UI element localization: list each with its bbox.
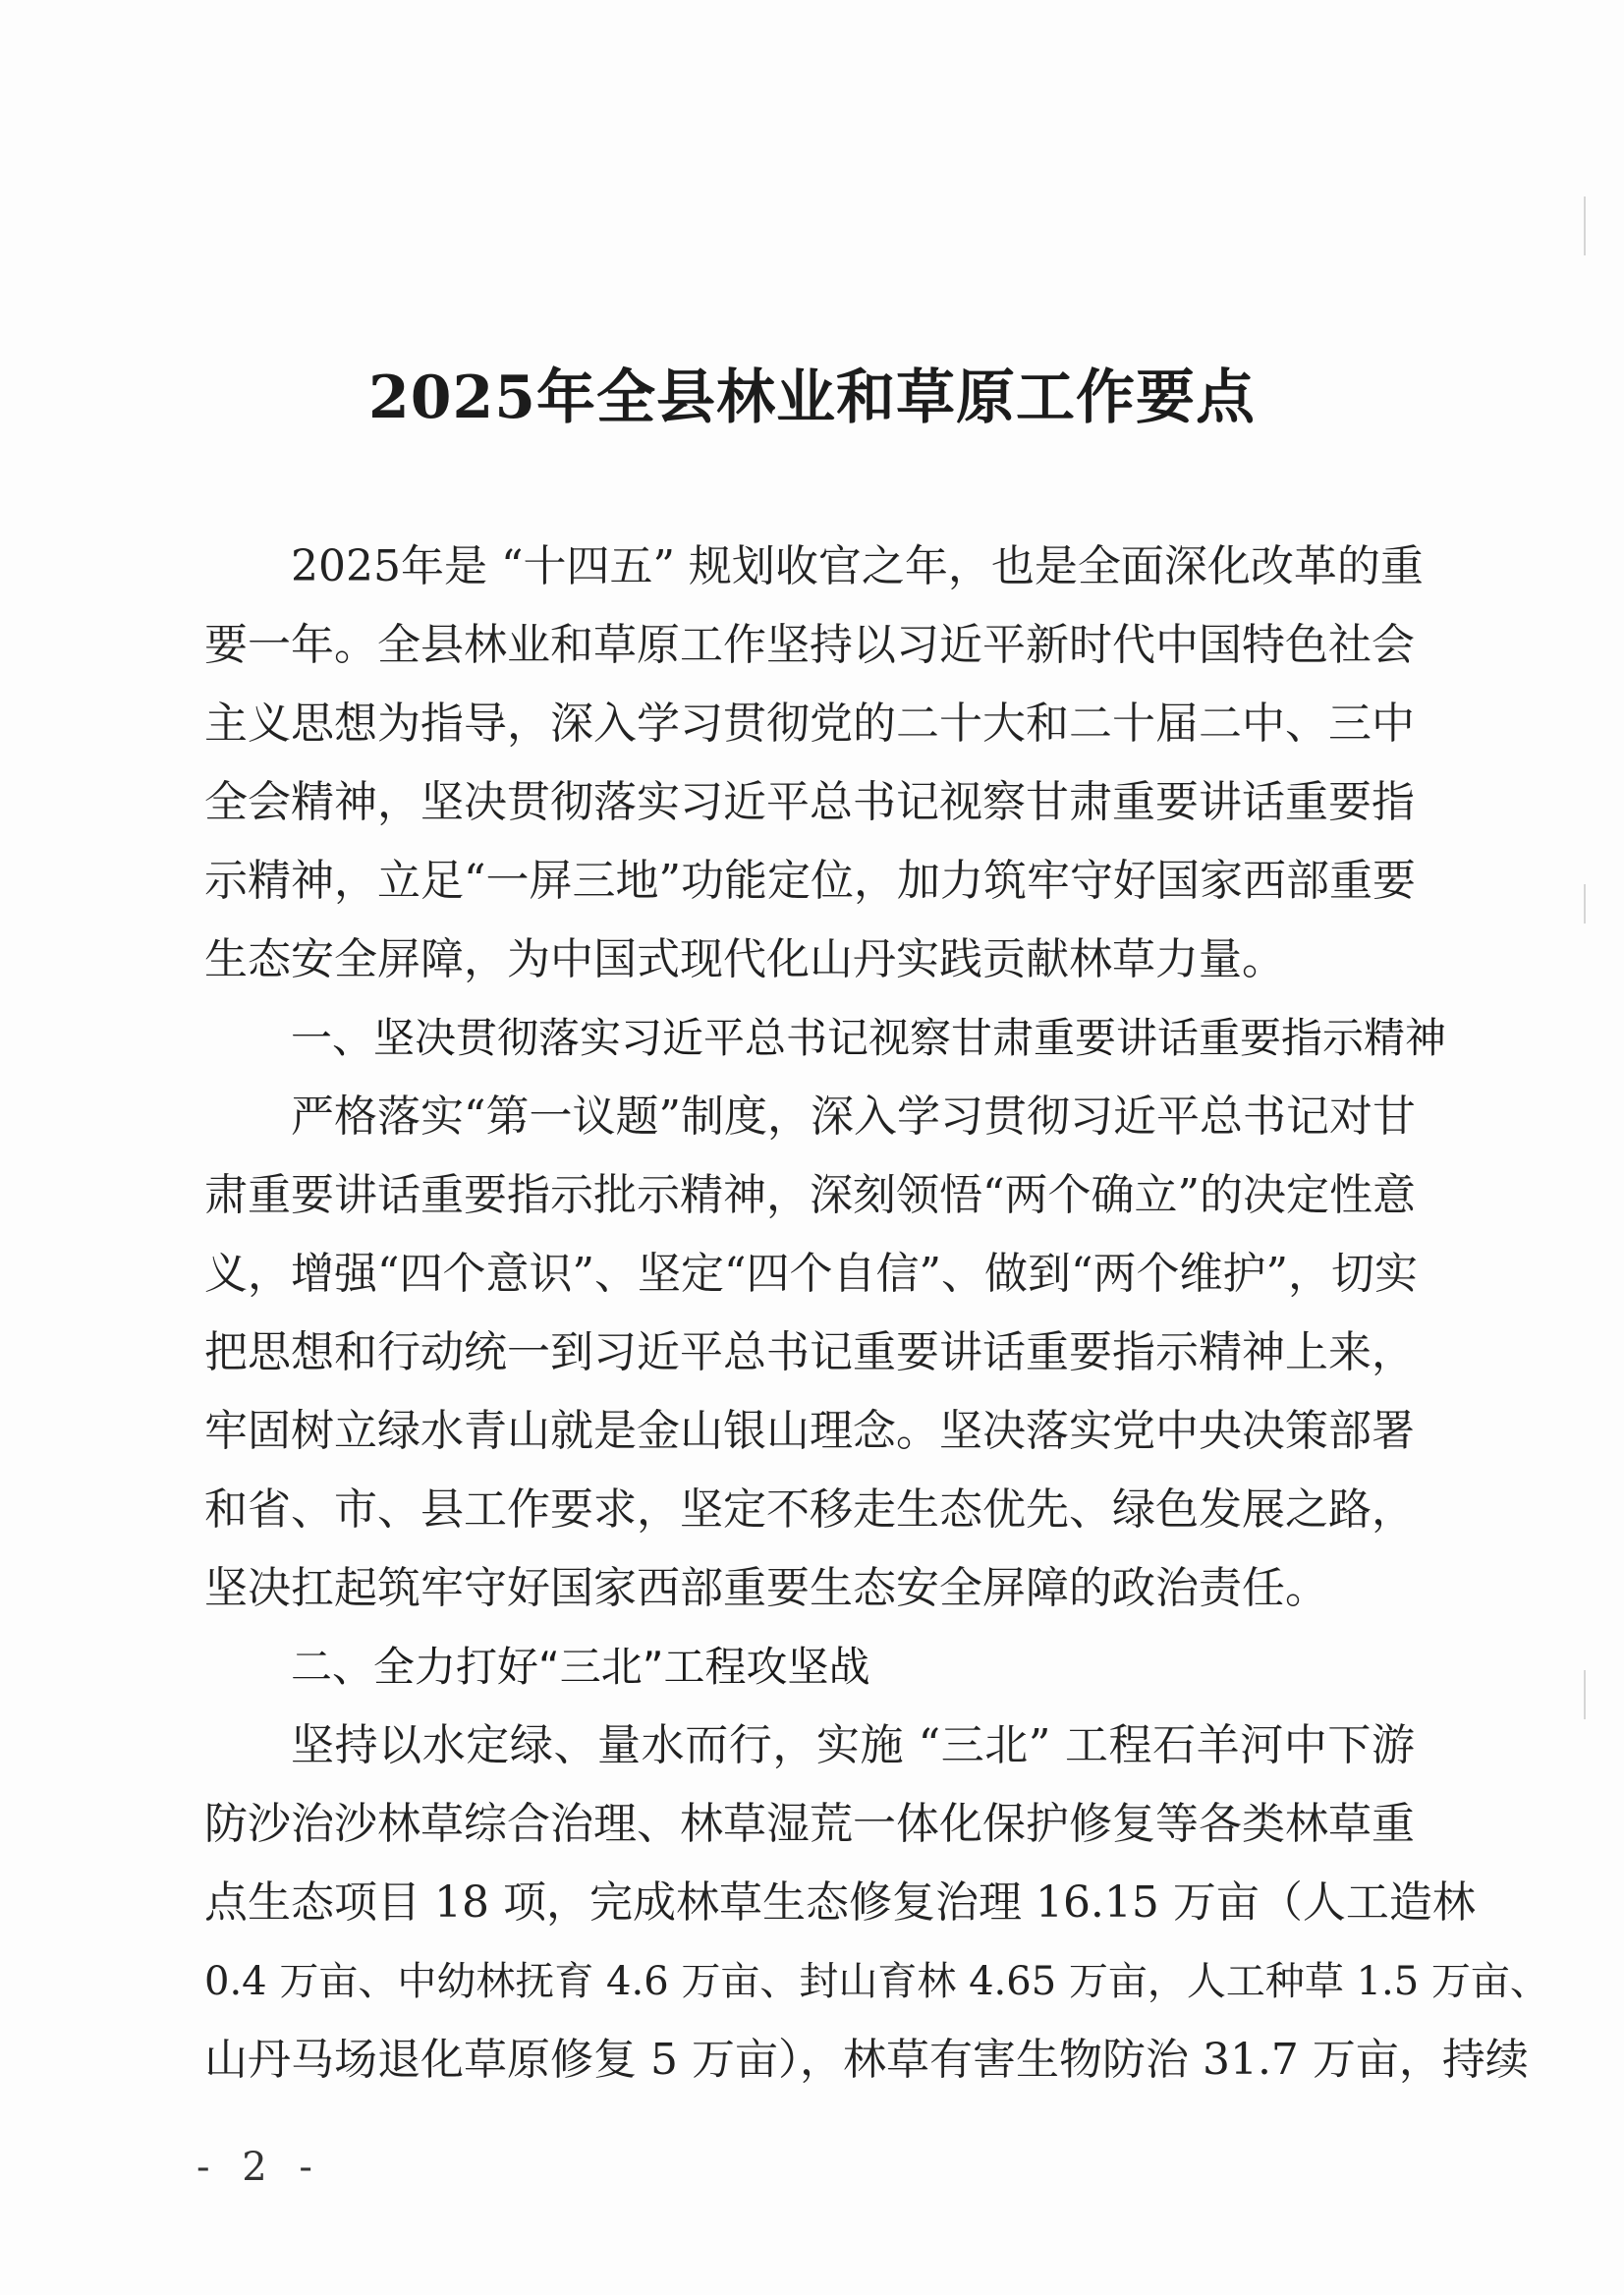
paragraph-line: 防沙治沙林草综合治理、林草湿荒一体化保护修复等各类林草重 [204, 1799, 1415, 1849]
paragraph-line: 严格落实“第一议题”制度，深入学习贯彻习近平总书记对甘 [291, 1092, 1416, 1142]
paragraph-line: 示精神，立足“一屏三地”功能定位，加力筑牢守好国家西部重要 [204, 856, 1416, 906]
paragraph-line: 把思想和行动统一到习近平总书记重要讲话重要指示精神上来， [204, 1327, 1415, 1377]
scan-edge-mark [1584, 1670, 1586, 1719]
paragraph-line: 0.4 万亩、中幼林抚育 4.6 万亩、封山育林 4.65 万亩，人工种草 1.5 万亩、 [204, 1959, 1549, 2004]
section-heading-2: 二、全力打好“三北”工程攻坚战 [291, 1643, 870, 1691]
paragraph-line: 要一年。全县林业和草原工作坚持以习近平新时代中国特色社会 [204, 620, 1415, 670]
paragraph-line: 山丹马场退化草原修复 5 万亩），林草有害生物防治 31.7 万亩，持续 [204, 2035, 1529, 2085]
paragraph-line: 坚持以水定绿、量水而行，实施 “三北” 工程石羊河中下游 [291, 1720, 1415, 1770]
paragraph-line: 点生态项目 18 项，完成林草生态修复治理 16.15 万亩（人工造林 [204, 1877, 1476, 1928]
paragraph-line: 2025年是 “十四五” 规划收官之年，也是全面深化改革的重 [291, 541, 1424, 591]
paragraph-line: 主义思想为指导，深入学习贯彻党的二十大和二十届二中、三中 [204, 699, 1415, 749]
paragraph-line: 肃重要讲话重要指示批示精神，深刻领悟“两个确立”的决定性意 [204, 1170, 1416, 1220]
scan-edge-mark [1584, 196, 1586, 255]
section-heading-1: 一、坚决贯彻落实习近平总书记视察甘肃重要讲话重要指示精神 [291, 1014, 1447, 1062]
paragraph-line: 和省、市、县工作要求，坚定不移走生态优先、绿色发展之路， [204, 1484, 1415, 1535]
paragraph-line: 生态安全屏障，为中国式现代化山丹实践贡献林草力量。 [204, 934, 1285, 984]
paragraph-line: 义，增强“四个意识”、坚定“四个自信”、做到“两个维护”，切实 [204, 1249, 1418, 1299]
scan-edge-mark [1584, 884, 1586, 924]
paragraph-line: 全会精神，坚决贯彻落实习近平总书记视察甘肃重要讲话重要指 [204, 777, 1415, 827]
document-title: 2025年全县林业和草原工作要点 [368, 364, 1256, 432]
page-number: - 2 - [196, 2145, 322, 2190]
paragraph-line: 坚决扛起筑牢守好国家西部重要生态安全屏障的政治责任。 [204, 1563, 1328, 1613]
paragraph-line: 牢固树立绿水青山就是金山银山理念。坚决落实党中央决策部署 [204, 1406, 1415, 1456]
